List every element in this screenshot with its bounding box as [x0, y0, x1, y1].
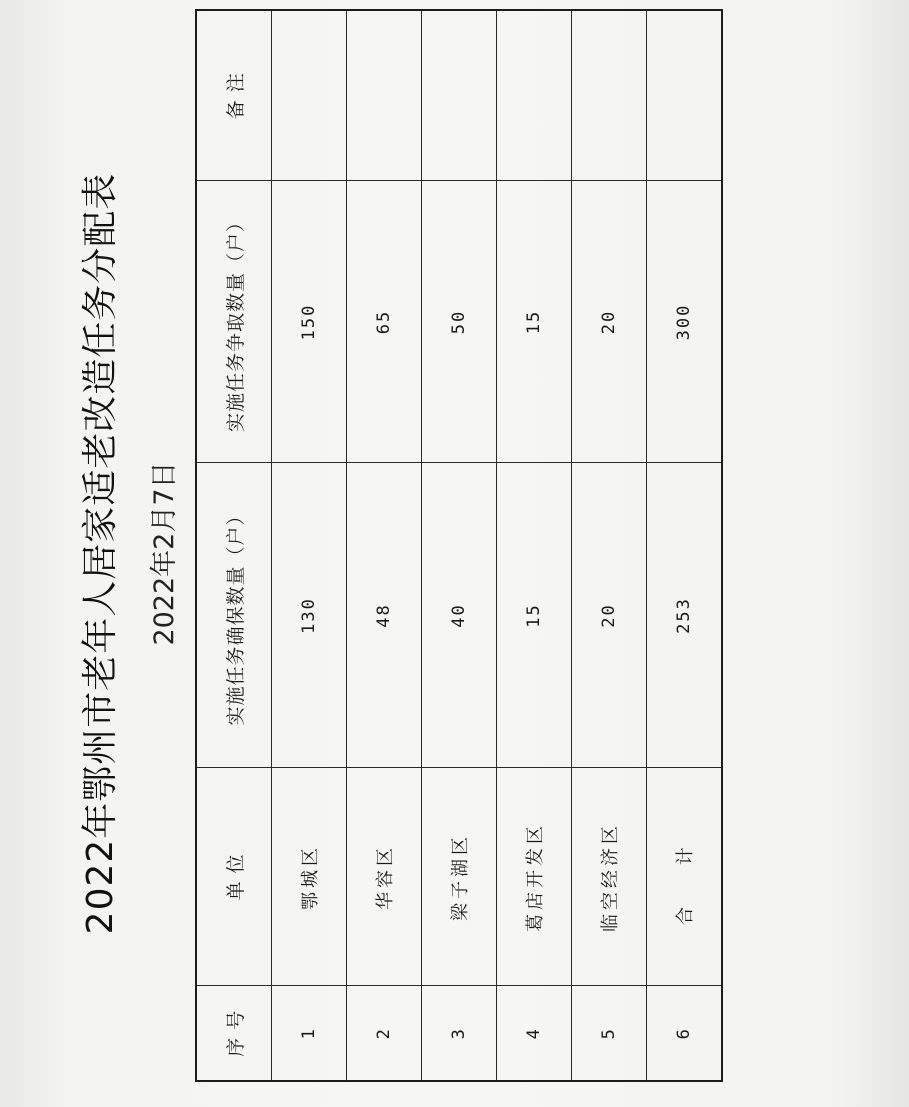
cell-seq: 4	[497, 986, 572, 1081]
cell-note	[422, 10, 497, 181]
cell-seq: 3	[422, 986, 497, 1081]
table-row	[422, 10, 497, 1081]
table-total-row	[647, 10, 723, 1081]
cell-secure-total: 253	[647, 463, 723, 768]
header-note: 备 注	[196, 10, 272, 181]
cell-strive: 65	[347, 181, 422, 463]
cell-note	[497, 10, 572, 181]
cell-secure: 130	[272, 463, 347, 768]
cell-strive: 15	[497, 181, 572, 463]
cell-note	[572, 10, 647, 181]
cell-note	[347, 10, 422, 181]
cell-unit: 梁子湖区	[422, 768, 497, 986]
table-row	[572, 10, 647, 1081]
cell-unit: 临空经济区	[572, 768, 647, 986]
cell-unit: 华容区	[347, 768, 422, 986]
allocation-table	[195, 9, 723, 1082]
cell-strive: 50	[422, 181, 497, 463]
cell-secure: 40	[422, 463, 497, 768]
table-header-row	[196, 10, 272, 1081]
cell-secure: 15	[497, 463, 572, 768]
header-seq: 序 号	[196, 986, 272, 1081]
table-row	[272, 10, 347, 1081]
table-row	[347, 10, 422, 1081]
cell-note	[272, 10, 347, 181]
cell-strive: 150	[272, 181, 347, 463]
cell-seq: 2	[347, 986, 422, 1081]
table-row	[497, 10, 572, 1081]
document-title: 2022年鄂州市老年人居家适老改造任务分配表	[80, 172, 121, 935]
cell-strive-total: 300	[647, 181, 723, 463]
cell-seq: 1	[272, 986, 347, 1081]
cell-seq: 5	[572, 986, 647, 1081]
cell-seq: 6	[647, 986, 723, 1081]
cell-secure: 20	[572, 463, 647, 768]
cell-unit: 鄂城区	[272, 768, 347, 986]
cell-unit-total: 合 计	[647, 768, 723, 986]
cell-unit: 葛店开发区	[497, 768, 572, 986]
header-secure-quantity: 实施任务确保数量（户）	[196, 463, 272, 768]
header-strive-quantity: 实施任务争取数量（户）	[196, 181, 272, 463]
cell-strive: 20	[572, 181, 647, 463]
cell-note	[647, 10, 723, 181]
cell-secure: 48	[347, 463, 422, 768]
document-date: 2022年2月7日	[149, 461, 180, 646]
header-unit: 单 位	[196, 768, 272, 986]
